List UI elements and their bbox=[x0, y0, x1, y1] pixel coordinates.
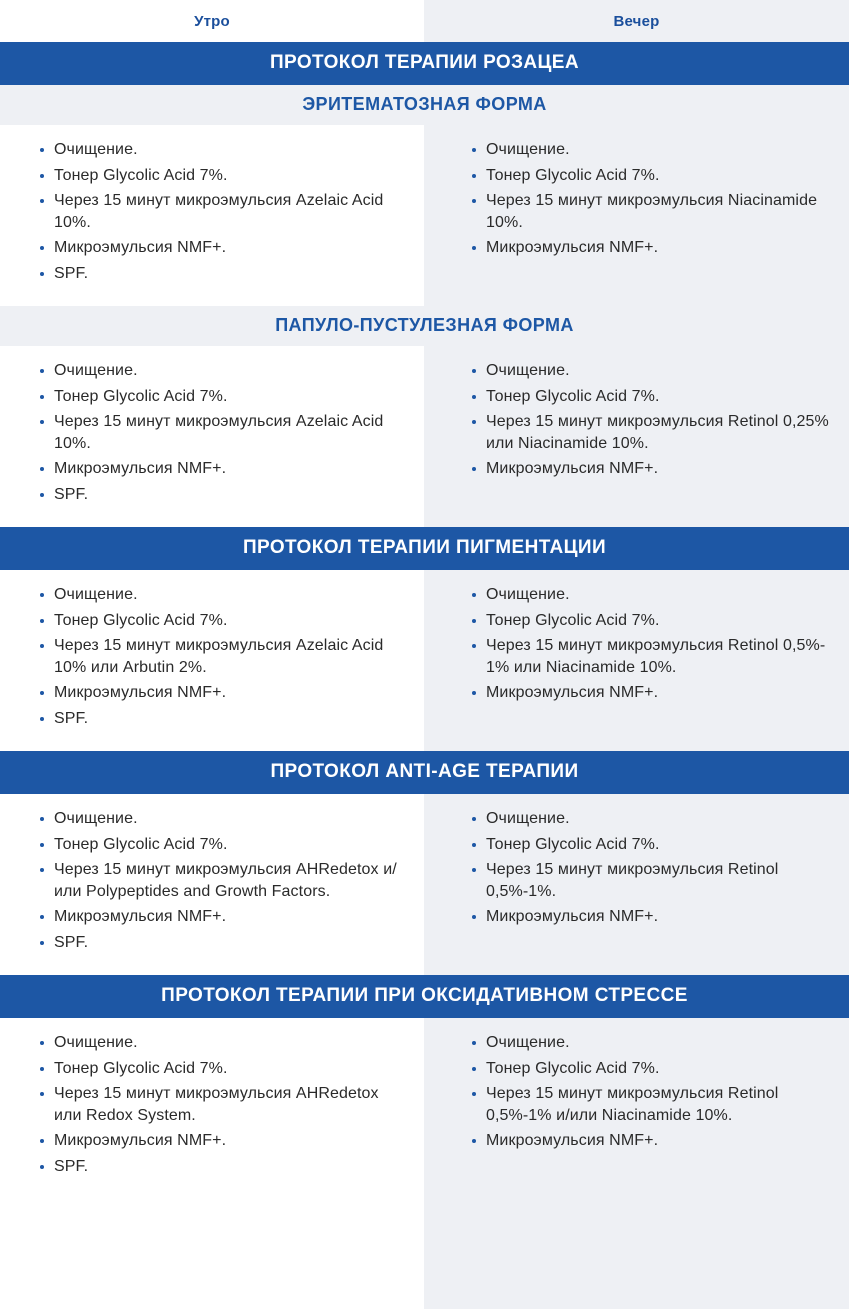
morning-cell bbox=[0, 570, 424, 751]
morning-cell bbox=[0, 346, 424, 527]
list-item: Очищение. bbox=[472, 360, 831, 386]
list-item: Очищение. bbox=[40, 808, 406, 834]
list-item: Тонер Glycolic Acid 7%. bbox=[472, 386, 831, 412]
section-banner-antiage: ПРОТОКОЛ ANTI-AGE ТЕРАПИИ bbox=[0, 751, 849, 794]
list-item: Через 15 минут микроэмульсия Retinol 0,25% или Niacinamide 10%. bbox=[472, 411, 831, 458]
evening-cell bbox=[424, 570, 849, 726]
list-item: Через 15 минут микроэмульсия AHRedetox и/или Polypeptides and Growth Factors. bbox=[40, 859, 406, 906]
list-item: SPF. bbox=[40, 263, 406, 289]
list-item: SPF. bbox=[40, 484, 406, 510]
list-item: Микроэмульсия NMF+. bbox=[472, 1130, 831, 1156]
list-item: Через 15 минут микроэмульсия Azelaic Acid 10% или Arbutin 2%. bbox=[40, 635, 406, 682]
evening-steps-list bbox=[450, 139, 831, 263]
list-item: Через 15 минут микроэмульсия AHRedetox или Redox System. bbox=[40, 1083, 406, 1130]
list-item: Микроэмульсия NMF+. bbox=[40, 458, 406, 484]
column-header-morning: Утро bbox=[194, 12, 230, 30]
morning-cell bbox=[0, 794, 424, 975]
morning-steps-list bbox=[18, 360, 406, 509]
list-item: Через 15 минут микроэмульсия Azelaic Acid 10%. bbox=[40, 411, 406, 458]
list-item: Тонер Glycolic Acid 7%. bbox=[40, 610, 406, 636]
list-item: Очищение. bbox=[472, 808, 831, 834]
evening-cell bbox=[424, 346, 849, 502]
list-item: Микроэмульсия NMF+. bbox=[472, 682, 831, 708]
list-item: Микроэмульсия NMF+. bbox=[40, 906, 406, 932]
morning-cell bbox=[0, 1018, 424, 1199]
list-item: Очищение. bbox=[40, 139, 406, 165]
list-item: Очищение. bbox=[40, 584, 406, 610]
section-subbanner-erythematous: ЭРИТЕМАТОЗНАЯ ФОРМА bbox=[0, 85, 849, 125]
list-item: Микроэмульсия NMF+. bbox=[40, 1130, 406, 1156]
evening-cell bbox=[424, 125, 849, 281]
list-item: Через 15 минут микроэмульсия Retinol 0,5%-1%. bbox=[472, 859, 831, 906]
list-item: Микроэмульсия NMF+. bbox=[40, 682, 406, 708]
section-banner-pigmentation: ПРОТОКОЛ ТЕРАПИИ ПИГМЕНТАЦИИ bbox=[0, 527, 849, 570]
morning-steps-list bbox=[18, 808, 406, 957]
list-item: Микроэмульсия NMF+. bbox=[40, 237, 406, 263]
page-bottom-spacer bbox=[0, 1199, 849, 1309]
section-row-oxidative-stress bbox=[0, 1018, 849, 1199]
list-item: Очищение. bbox=[40, 1032, 406, 1058]
list-item: Тонер Glycolic Acid 7%. bbox=[472, 610, 831, 636]
evening-cell bbox=[424, 794, 849, 950]
section-subbanner-papulopustular: ПАПУЛО-ПУСТУЛЕЗНАЯ ФОРМА bbox=[0, 306, 849, 346]
section-row-antiage bbox=[0, 794, 849, 975]
morning-cell bbox=[0, 125, 424, 306]
list-item: Микроэмульсия NMF+. bbox=[472, 237, 831, 263]
list-item: Очищение. bbox=[40, 360, 406, 386]
list-item: Микроэмульсия NMF+. bbox=[472, 458, 831, 484]
list-item: Тонер Glycolic Acid 7%. bbox=[472, 165, 831, 191]
evening-steps-list bbox=[450, 1032, 831, 1156]
section-row-papulopustular bbox=[0, 346, 849, 527]
list-item: Тонер Glycolic Acid 7%. bbox=[40, 386, 406, 412]
morning-steps-list bbox=[18, 1032, 406, 1181]
column-header-evening: Вечер bbox=[613, 12, 660, 30]
list-item: SPF. bbox=[40, 932, 406, 958]
list-item: Очищение. bbox=[472, 139, 831, 165]
list-item: Через 15 минут микроэмульсия Retinol 0,5%-1% и/или Niacinamide 10%. bbox=[472, 1083, 831, 1130]
morning-steps-list bbox=[18, 139, 406, 288]
section-banner-rosacea: ПРОТОКОЛ ТЕРАПИИ РОЗАЦЕА bbox=[0, 42, 849, 85]
list-item: Тонер Glycolic Acid 7%. bbox=[40, 165, 406, 191]
section-banner-oxidative-stress: ПРОТОКОЛ ТЕРАПИИ ПРИ ОКСИДАТИВНОМ СТРЕССЕ bbox=[0, 975, 849, 1018]
list-item: Тонер Glycolic Acid 7%. bbox=[472, 834, 831, 860]
table-header-row bbox=[0, 0, 849, 42]
list-item: Очищение. bbox=[472, 584, 831, 610]
list-item: Через 15 минут микроэмульсия Azelaic Acid 10%. bbox=[40, 190, 406, 237]
list-item: Через 15 минут микроэмульсия Niacinamide 10%. bbox=[472, 190, 831, 237]
list-item: Тонер Glycolic Acid 7%. bbox=[40, 1058, 406, 1084]
evening-steps-list bbox=[450, 584, 831, 708]
evening-cell bbox=[424, 1018, 849, 1174]
list-item: Микроэмульсия NMF+. bbox=[472, 906, 831, 932]
list-item: Очищение. bbox=[472, 1032, 831, 1058]
list-item: Тонер Glycolic Acid 7%. bbox=[40, 834, 406, 860]
list-item: SPF. bbox=[40, 1156, 406, 1182]
section-row-rosacea-erythematous bbox=[0, 125, 849, 306]
list-item: SPF. bbox=[40, 708, 406, 734]
evening-steps-list bbox=[450, 808, 831, 932]
section-row-pigmentation bbox=[0, 570, 849, 751]
list-item: Через 15 минут микроэмульсия Retinol 0,5%- 1% или Niacinamide 10%. bbox=[472, 635, 831, 682]
morning-steps-list bbox=[18, 584, 406, 733]
evening-steps-list bbox=[450, 360, 831, 484]
list-item: Тонер Glycolic Acid 7%. bbox=[472, 1058, 831, 1084]
